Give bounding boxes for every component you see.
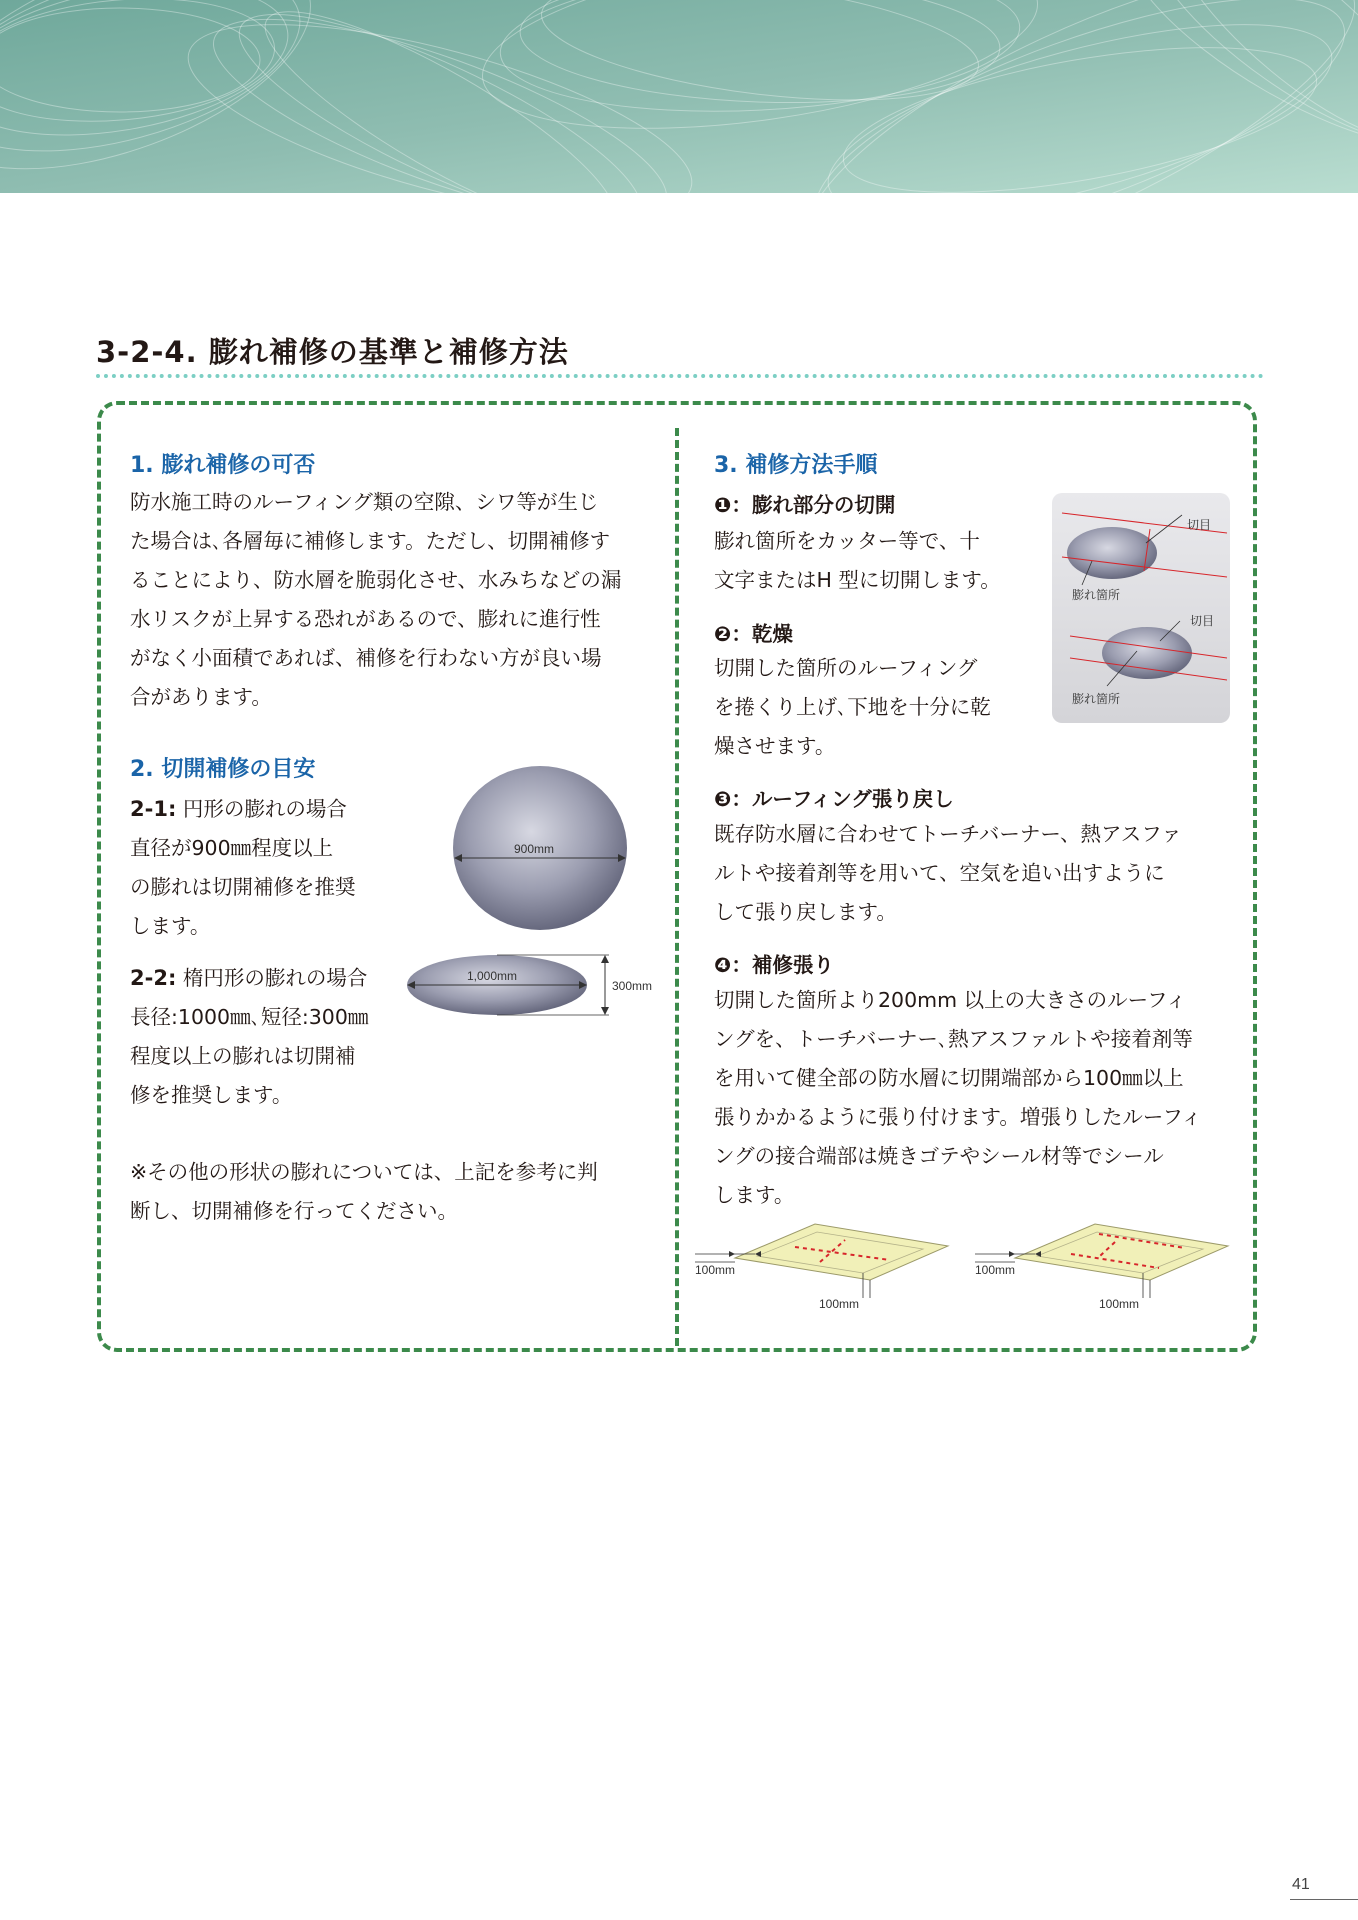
step4-line: します。 [714, 1183, 795, 1207]
step1-title: ❶：膨れ部分の切開 [714, 493, 896, 517]
bulge-label-bottom: 膨れ箇所 [1072, 692, 1121, 706]
step3-body [714, 815, 1234, 932]
section22-line: 程度以上の膨れは切開補 [130, 1044, 356, 1068]
section1-line: 防水施工時のルーフィング類の空隙、シワ等が生じ [130, 490, 599, 514]
step4-title: ❹：補修張り [714, 953, 834, 977]
note-line: 断し、切開補修を行ってください。 [130, 1199, 458, 1223]
dimension-label: 100mm [975, 1263, 1016, 1277]
step2-title: ❷：乾燥 [714, 622, 793, 646]
title-underline [96, 374, 1264, 378]
section22-label: 2-2: [130, 966, 177, 990]
step3-line: 既存防水層に合わせてトーチバーナー、熱アスファ [714, 822, 1182, 846]
section22-line: 修を推奨します。 [130, 1083, 293, 1107]
column-divider [675, 428, 679, 1346]
diameter-label: 900mm [514, 842, 555, 856]
dimension-label: 100mm [819, 1297, 860, 1311]
section2-heading: 2. 切開補修の目安 [130, 757, 316, 782]
section1-line: 水リスクが上昇する恐れがあるので、膨れに進行性 [130, 607, 601, 631]
bulge-bottom [1102, 627, 1192, 679]
step2-line: 切開した箇所のルーフィング [714, 656, 978, 680]
section-title: 3-2-4. 膨れ補修の基準と補修方法 [96, 335, 569, 369]
section1-line: 合があります。 [130, 685, 272, 709]
step3-line: して張り戻します。 [714, 900, 897, 924]
section22-line: 長径:1000㎜､短径:300㎜ [130, 1005, 369, 1029]
step4-line: ングを、トーチバーナー､熱アスファルトや接着剤等 [714, 1027, 1193, 1051]
long-axis-label: 1,000mm [467, 969, 518, 983]
note-line: ※その他の形状の膨れについては、上記を参考に判 [130, 1160, 598, 1184]
circle-bulge-figure [450, 762, 630, 932]
short-axis-label: 300mm [612, 979, 653, 993]
page-number-rule [1290, 1899, 1358, 1900]
step3-line: ルトや接着剤等を用いて、空気を追い出すように [714, 861, 1165, 885]
patch-diagram-h [975, 1218, 1235, 1318]
note-body [130, 1153, 660, 1231]
section22-body [130, 959, 430, 1115]
page-number: 41 [1292, 1876, 1310, 1893]
bulge-label-top: 膨れ箇所 [1072, 588, 1121, 602]
section21-heading-line [130, 790, 430, 829]
cut-diagram-panel [1052, 493, 1230, 723]
step4-line: 切開した箇所より200mm 以上の大きさのルーフィ [714, 988, 1187, 1012]
section21-label: 2-1: [130, 797, 177, 821]
section1-heading: 1. 膨れ補修の可否 [130, 453, 316, 478]
section1-body [130, 483, 660, 717]
patch-diagram-cross [695, 1218, 955, 1318]
step4-line: を用いて健全部の防水層に切開端部から100㎜以上 [714, 1066, 1184, 1090]
section22-heading-text: 楕円形の膨れの場合 [176, 966, 368, 990]
step3-title: ❸：ルーフィング張り戻し [714, 787, 954, 811]
step2-body [714, 649, 1044, 766]
section21-heading-text: 円形の膨れの場合 [176, 797, 347, 821]
section21-body [130, 790, 430, 946]
bulge-top [1067, 527, 1157, 579]
header-banner [0, 0, 1358, 193]
section3-heading: 3. 補修方法手順 [714, 453, 878, 478]
dimension-label: 100mm [1099, 1297, 1140, 1311]
step4-line: ングの接合端部は焼きゴテやシール材等でシール [714, 1144, 1164, 1168]
step1-line: 文字またはH 型に切開します。 [714, 568, 1001, 592]
step1-body [714, 522, 1044, 600]
section1-line: がなく小面積であれば、補修を行わない方が良い場 [130, 646, 602, 670]
step4-body [714, 981, 1244, 1215]
section1-line: た場合は､各層毎に補修します。ただし、切開補修す [130, 529, 611, 553]
step1-line: 膨れ箇所をカッター等で、十 [714, 529, 980, 553]
dimension-label: 100mm [695, 1263, 736, 1277]
cut-label-bottom: 切目 [1190, 614, 1215, 628]
section21-line: の膨れは切開補修を推奨 [130, 875, 356, 899]
section22-heading-line [130, 959, 430, 998]
cut-label-top: 切目 [1187, 518, 1212, 532]
step2-line: 燥させます。 [714, 734, 836, 758]
ellipse-bulge-figure [405, 950, 665, 1020]
section21-line: します。 [130, 914, 211, 938]
section21-line: 直径が900㎜程度以上 [130, 836, 334, 860]
step4-line: 張りかかるように張り付けます。増張りしたルーフィ [714, 1105, 1202, 1129]
step2-line: を捲くり上げ､下地を十分に乾 [714, 695, 991, 719]
section1-line: ることにより、防水層を脆弱化させ、水みちなどの漏 [130, 568, 622, 592]
